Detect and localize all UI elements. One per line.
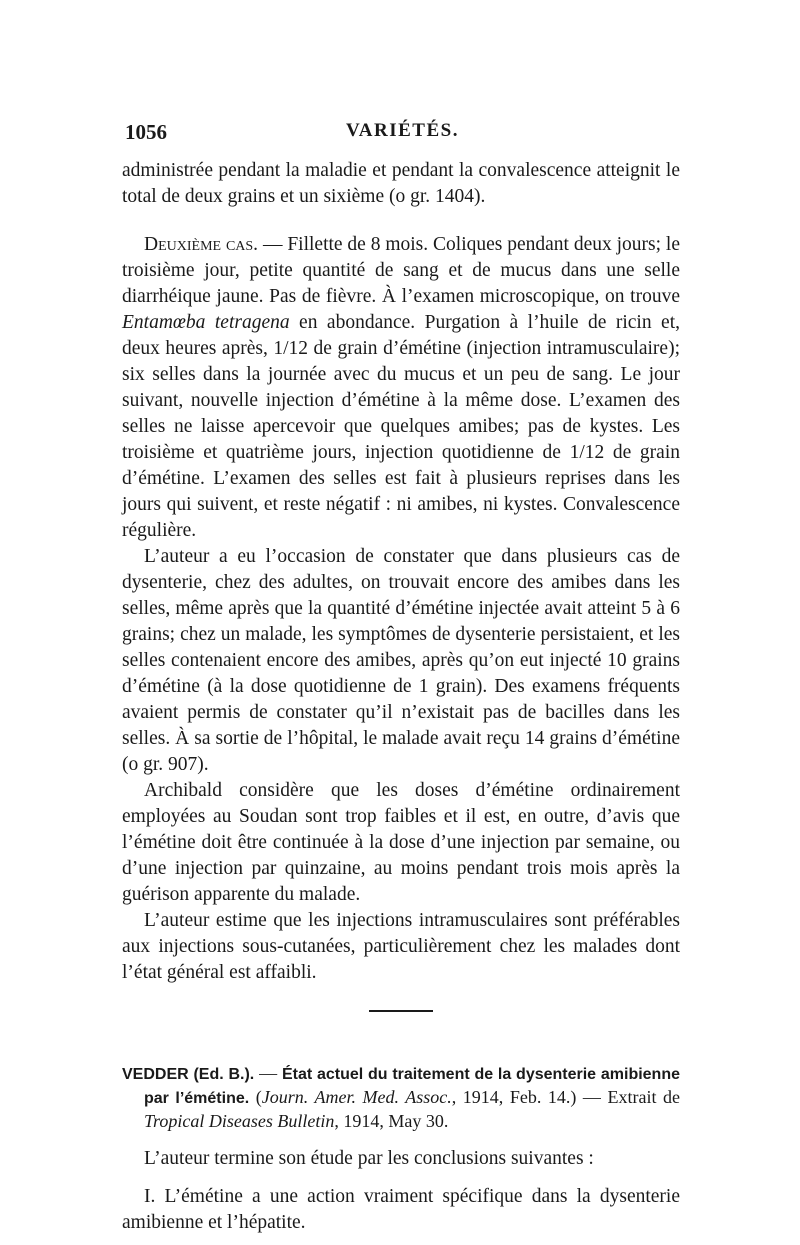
case-text-part2: en abondance. Purgation à l’huile de ricin et, deux heures après, 1/12 de grain d’émétine (injection intramusculaire); six selles dans la journée avec du mucus et un peu de sang. Le jour suivant, nouvelle injection d’émétine à la même dose. L’examen des selles ne laisse apercevoir que quelques amibes; pas de kystes. Les troisième et quatrième jours, injection quotidienne de 1/12 de grain d’émétine. L’examen des selles est fait à plusieurs reprises dans les jours qui suivent, et reste négatif : ni amibes, ni kystes. Convalescence régulière. bbox=[122, 312, 680, 541]
paragraph-injections: L’auteur estime que les injections intramusculaires sont préférables aux injections sous-cutanées, particulièrement chez les malades dont l’état général est affaibli. bbox=[122, 910, 680, 983]
case-text-part1: — Fillette de 8 mois. Coliques pendant deux jours; le troisième jour, petite quantité de sang et de mucus dans une selle diarrhéique jaune. Pas de fièvre. À l’examen microscopique, on trouve bbox=[122, 234, 680, 307]
reference-title: État actuel du traitement de la dysenterie amibienne par l’émétine. bbox=[144, 1066, 681, 1107]
reference-bulletin: Tropical Diseases Bulletin bbox=[144, 1111, 335, 1131]
running-title: VARIÉTÉS. bbox=[346, 120, 459, 141]
page-number: 1056 bbox=[125, 120, 167, 144]
reference-author: VEDDER (Ed. B.). bbox=[122, 1066, 255, 1083]
paragraph-archibald: Archibald considère que les doses d’émétine ordinairement employées au Soudan sont trop faibles et il est, en outre, d’avis que l’émétine doit être continuée à la dose d’une injection par semaine, ou d’une injection par quinzaine, au moins pendant trois mois après la guérison apparente du malade. bbox=[122, 780, 680, 905]
bibliographic-reference: VEDDER (Ed. B.). — État actuel du traitement de la dysenterie amibienne par l’émétine. (Journ. Amer. Med. Assoc., 1914, Feb. 14.) — Extrait de Tropical Diseases Bulletin, 1914, May 30. bbox=[122, 1063, 681, 1131]
paragraph-conclusion-one: I. L’émétine a une action vraiment spécifique dans la dysenterie amibienne et l’hépatite. bbox=[122, 1186, 680, 1233]
paragraph-conclusions-intro: L’auteur termine son étude par les conclusions suivantes : bbox=[144, 1148, 594, 1169]
paragraph-author-observation: L’auteur a eu l’occasion de constater que dans plusieurs cas de dysenterie, chez des adultes, on trouvait encore des amibes dans les selles, même après que la quantité d’émétine injectée avait atteint 5 à 6 grains; chez un malade, les symptômes de dysenterie persistaient, et les selles contenaient encore des amibes, après qu’on eut injecté 10 grains d’émétine (à la dose quotidienne de 1 grain). Des examens fréquents avaient permis de constater qu’il n’existait pas de bacilles dans les selles. À sa sortie de l’hôpital, le malade avait reçu 14 grains d’émétine (o gr. 907). bbox=[122, 546, 680, 775]
case-heading: Deuxième cas. bbox=[144, 234, 259, 255]
section-divider bbox=[369, 1010, 433, 1012]
paragraph-case-two bbox=[122, 232, 680, 544]
page-header bbox=[125, 120, 680, 150]
species-name: Entamœba tetragena bbox=[122, 312, 290, 333]
paragraph-continuation: administrée pendant la maladie et pendant la convalescence atteignit le total de deux grains et un sixième (o gr. 1404). bbox=[122, 160, 680, 207]
reference-journal: Journ. Amer. Med. Assoc. bbox=[261, 1087, 452, 1107]
page-body bbox=[122, 158, 680, 1236]
